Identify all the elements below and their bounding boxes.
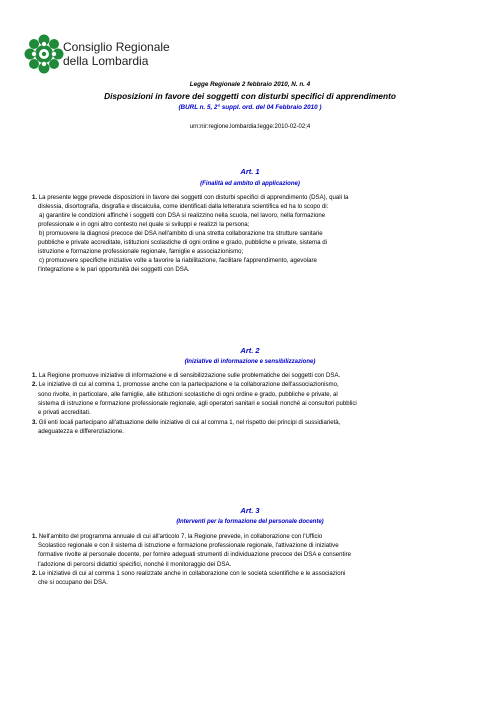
- paragraph-line: e privati accreditati.: [38, 409, 91, 417]
- paragraph-line: professionale e in ogni altro contesto nel quale si sviluppi e realizzi la persona;: [38, 221, 250, 228]
- paragraph-line: pubbliche e private accreditate, istituzioni scolastiche di ogni ordine e grado, pubbliche e private, sistema di: [38, 239, 327, 246]
- paragraph-line: l'integrazione e le pari opportunità dei soggetti con DSA.: [38, 266, 190, 273]
- paragraph-line: istruzione e formazione professionale regionale, famiglie e associazionismo;: [38, 248, 244, 255]
- urn-identifier: urn:nir:regione.lombardia:legge:2010-02-02;4: [189, 124, 311, 130]
- law-title: Disposizioni in favore dei soggetti con disturbi specifici di apprendimento: [104, 91, 396, 101]
- paragraph-line: a) garantire le condizioni affinché i soggetti con DSA si realizzino nella scuola, nel lavoro, nella formazione: [39, 212, 326, 219]
- paragraph-line: l'adozione di percorsi didattici specifici, nonché il monitoraggio dei DSA.: [38, 560, 232, 568]
- org-line-2: della Lombardia: [63, 54, 149, 68]
- comma-number: 1.: [32, 533, 39, 540]
- burl-reference: (BURL n. 5, 2° suppl. ord. del 04 Febbraio 2010 ): [178, 104, 322, 111]
- article-title: Art. 3: [240, 506, 260, 515]
- paragraph-line: formative rivolte al personale docente, per fornire adeguati strumenti di individuazione precoce dei DSA e consentire: [38, 551, 351, 559]
- lombardia-rose-logo-icon: [24, 34, 64, 74]
- comma-number: 2.: [32, 381, 39, 389]
- comma-line: 3. Gli enti locali partecipano all'attuazione delle iniziative di cui al comma 1, nel rispetto dei principi di sussidiarietà,: [32, 418, 341, 426]
- comma-number: 3.: [32, 418, 39, 426]
- comma-line: 1. Nell'ambito del programma annuale di cui all'articolo 7, la Regione prevede, in collaborazione con l'Ufficio: [32, 533, 323, 540]
- comma-line: 2. Le iniziative di cui al comma 1, promosse anche con la partecipazione e la collaborazione dell'associazionismo,: [32, 381, 339, 389]
- paragraph-line: sistema di istruzione e formazione professionale regionale, agli operatori sanitari e sociali nonché ai consultori pubblici: [38, 399, 357, 407]
- paragraph-line: b) promuovere la diagnosi precoce dei DSA nell'ambito di una stretta collaborazione tra strutture sanitarie: [39, 230, 323, 237]
- comma-number: 1.: [32, 194, 39, 201]
- comma-number: 1.: [32, 372, 39, 379]
- organization-name: [63, 40, 170, 68]
- comma-number: 2.: [32, 569, 39, 577]
- comma-line: 1. La Regione promuove iniziative di informazione e di sensibilizzazione sulle problematiche dei soggetti con DSA.: [32, 372, 341, 379]
- article-subtitle: (Finalità ed ambito di applicazione): [200, 181, 300, 187]
- paragraph-line: dislessia, disortografia, disgrafia e discalculia, come identificati dalla letteratura scientifica ed ha lo scopo di:: [38, 203, 329, 210]
- article-title: Art. 2: [240, 346, 260, 355]
- paragraph-line: adeguatezza e differenziazione.: [38, 427, 124, 435]
- comma-line: 2. Le iniziative di cui al comma 1 sono realizzate anche in collaborazione con le società scientifiche e le associazioni: [32, 569, 346, 577]
- paragraph-line: che si occupano dei DSA.: [38, 579, 108, 586]
- article-subtitle: (Iniziative di informazione e sensibilizzazione): [184, 359, 316, 365]
- paragraph-line: c) promuovere specifiche iniziative volte a favorire la riabilitazione, facilitare l'apprendimento, agevolare: [39, 257, 317, 264]
- article-subtitle: (Interventi per la formazione del personale docente): [176, 519, 324, 525]
- paragraph-line: sono rivolte, in particolare, alle famiglie, alle istituzioni scolastiche di ogni ordine e grado, pubbliche e private, al: [38, 390, 338, 398]
- org-line-1: Consiglio Regionale: [63, 40, 170, 54]
- article-title: Art. 1: [240, 167, 260, 176]
- paragraph-line: Scolastico regionale e con il sistema di istruzione e formazione professionale regionale, l'attivazione di iniziative: [38, 542, 339, 550]
- law-reference: Legge Regionale 2 febbraio 2010, N. n. 4: [189, 81, 311, 88]
- comma-line: 1. La presente legge prevede disposizioni in favore dei soggetti con disturbi specifici di apprendimento (DSA), quali la: [32, 194, 349, 201]
